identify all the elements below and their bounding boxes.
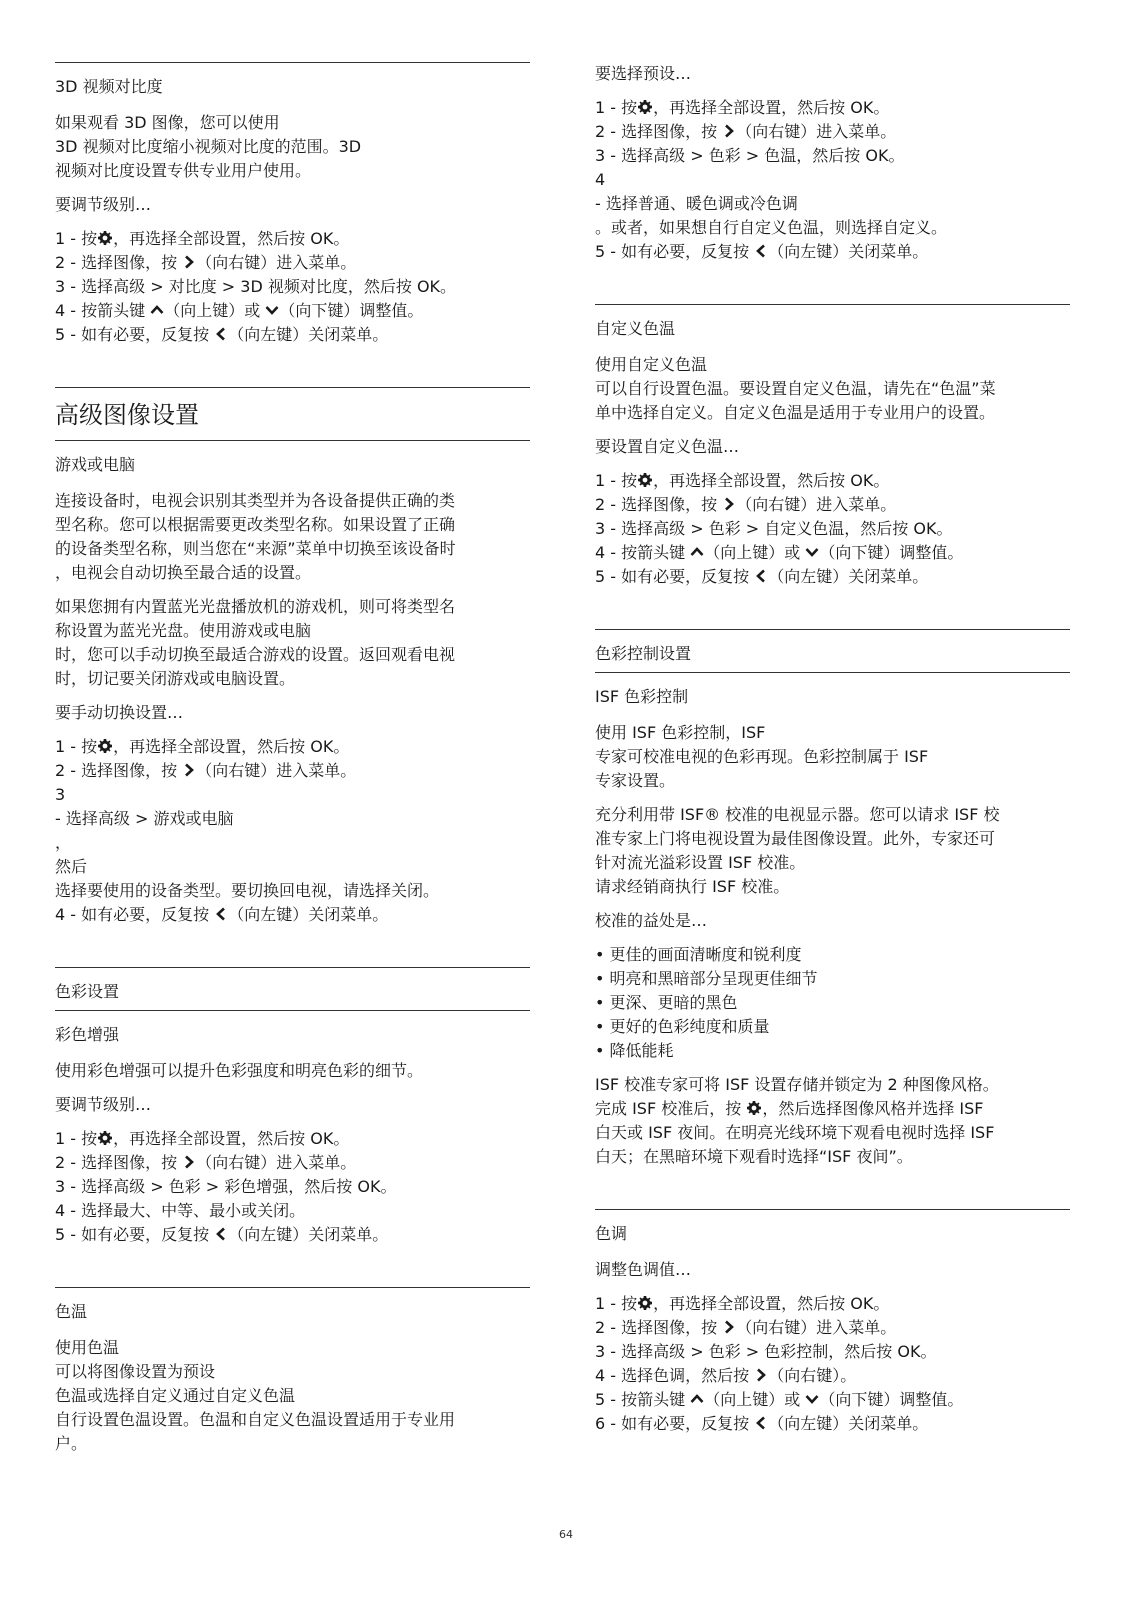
step-1: 1 - 按 ，再选择全部设置，然后按 OK。 — [595, 1294, 890, 1313]
page-number: 64 — [559, 1528, 573, 1541]
list-item: • 降低能耗 — [595, 1039, 1070, 1063]
chevron-left-icon — [214, 907, 228, 921]
paragraph — [55, 489, 530, 585]
step-3-line: 选择要使用的设备类型。要切换回电视，请选择关闭。 — [55, 881, 440, 900]
text-line: ，电视会自动切换至最合适的设置。 — [55, 563, 312, 582]
step-list — [595, 469, 1070, 589]
text-line: 可以自行设置色温。要设置自定义色温，请先在“色温”菜 — [595, 379, 996, 398]
chevron-left-icon — [754, 244, 768, 258]
step-2: 2 - 选择图像，按 （向右键）进入菜单。 — [595, 122, 897, 141]
step-1: 1 - 按 ，再选择全部设置，然后按 OK。 — [55, 1129, 350, 1148]
text-line: 时，切记要关闭游戏或电脑设置。 — [55, 669, 296, 688]
chevron-right-icon — [722, 124, 736, 138]
text-line: 的设备类型名称，则当您在“来源”菜单中切换至该设备时 — [55, 539, 456, 558]
chevron-up-icon — [690, 1392, 704, 1406]
instruction-lead: 校准的益处是… — [595, 911, 708, 930]
step-3: 3 - 选择高级 > 色彩 > 自定义色温，然后按 OK。 — [595, 519, 953, 538]
paragraph — [595, 803, 1070, 899]
step-1: 1 - 按 ，再选择全部设置，然后按 OK。 — [595, 98, 890, 117]
gear-icon — [97, 738, 113, 754]
step-list — [55, 735, 530, 927]
step-5: 5 - 如有必要，反复按 （向左键）关闭菜单。 — [55, 1225, 389, 1244]
chapter-title: 高级图像设置 — [55, 401, 199, 429]
step-5: 5 - 如有必要，反复按 （向左键）关闭菜单。 — [55, 325, 389, 344]
section-title-color-temperature: 色温 — [55, 1302, 88, 1321]
step-4-line: 4 — [595, 170, 606, 189]
chevron-right-icon — [722, 497, 736, 511]
step-4-line: - 选择普通、暖色调或冷色调 — [595, 194, 798, 213]
list-item: • 更佳的画面清晰度和锐利度 — [595, 943, 1070, 967]
step-list — [595, 96, 1070, 264]
gear-icon — [637, 1295, 653, 1311]
text-line: 充分利用带 ISF® 校准的电视显示器。您可以请求 ISF 校 — [595, 805, 1000, 824]
paragraph — [595, 353, 1070, 425]
list-item: • 明亮和黑暗部分呈现更佳细节 — [595, 967, 1070, 991]
text-line: 称设置为蓝光光盘。使用游戏或电脑 — [55, 621, 312, 640]
chevron-right-icon — [754, 1368, 768, 1382]
gear-icon — [637, 99, 653, 115]
chevron-down-icon — [805, 1392, 819, 1406]
section-title-color-control: 色彩控制设置 — [595, 644, 692, 663]
paragraph — [55, 1336, 530, 1456]
text-line: 连接设备时，电视会识别其类型并为各设备提供正确的类 — [55, 491, 456, 510]
step-3-line: 然后 — [55, 857, 88, 876]
step-2: 2 - 选择图像，按 （向右键）进入菜单。 — [55, 1153, 357, 1172]
chevron-left-icon — [214, 1227, 228, 1241]
step-4: 4 - 选择色调，然后按 （向右键）。 — [595, 1366, 857, 1385]
step-3-line: 3 — [55, 785, 66, 804]
text-line: 专家设置。 — [595, 771, 676, 790]
list-item: • 更好的色彩纯度和质量 — [595, 1015, 1070, 1039]
subsection-title-isf: ISF 色彩控制 — [595, 687, 689, 706]
step-2: 2 - 选择图像，按 （向右键）进入菜单。 — [55, 253, 357, 272]
step-1: 1 - 按 ，再选择全部设置，然后按 OK。 — [595, 471, 890, 490]
text-line: 针对流光溢彩设置 ISF 校准。 — [595, 853, 806, 872]
text-line: ISF 校准专家可将 ISF 设置存储并锁定为 2 种图像风格。 — [595, 1075, 999, 1094]
chevron-up-icon — [690, 545, 704, 559]
chevron-right-icon — [182, 1155, 196, 1169]
chevron-left-icon — [754, 1416, 768, 1430]
step-4: 4 - 按箭头键 （向上键）或 （向下键）调整值。 — [595, 543, 964, 562]
step-list — [55, 1127, 530, 1247]
chevron-up-icon — [150, 303, 164, 317]
paragraph — [595, 721, 1070, 793]
text-line: 3D 视频对比度缩小视频对比度的范围。3D — [55, 137, 362, 156]
list-item: • 更深、更暗的黑色 — [595, 991, 1070, 1015]
text-line: 白天或 ISF 夜间。在明亮光线环境下观看电视时选择 ISF — [595, 1123, 995, 1142]
step-3: 3 - 选择高级 > 对比度 > 3D 视频对比度，然后按 OK。 — [55, 277, 457, 296]
text-line: 专家可校准电视的色彩再现。色彩控制属于 ISF — [595, 747, 929, 766]
text-line: 使用色温 — [55, 1338, 120, 1357]
text-line: 户。 — [55, 1434, 88, 1453]
paragraph: 使用彩色增强可以提升色彩强度和明亮色彩的细节。 — [55, 1061, 424, 1080]
step-3: 3 - 选择高级 > 色彩 > 色温，然后按 OK。 — [595, 146, 905, 165]
step-4: 4 - 按箭头键 （向上键）或 （向下键）调整值。 — [55, 301, 424, 320]
chevron-right-icon — [182, 255, 196, 269]
text-line: 视频对比度设置专供专业用户使用。 — [55, 161, 312, 180]
text-line: 使用 ISF 色彩控制，ISF — [595, 723, 766, 742]
step-4-line: 。或者，如果想自行自定义色温，则选择自定义。 — [595, 218, 948, 237]
step-3: 3 - 选择高级 > 色彩 > 彩色增强，然后按 OK。 — [55, 1177, 397, 1196]
chevron-right-icon — [182, 763, 196, 777]
right-column — [595, 62, 1070, 1446]
step-6: 6 - 如有必要，反复按 （向左键）关闭菜单。 — [595, 1414, 929, 1433]
step-2: 2 - 选择图像，按 （向右键）进入菜单。 — [595, 1318, 897, 1337]
step-list — [595, 1292, 1070, 1436]
step-4: 4 - 选择最大、中等、最小或关闭。 — [55, 1201, 306, 1220]
section-title-game-or-computer: 游戏或电脑 — [55, 455, 136, 474]
benefit-list — [595, 943, 1070, 1063]
step-3: 3 - 选择高级 > 色彩 > 色彩控制，然后按 OK。 — [595, 1342, 937, 1361]
text-line: 请求经销商执行 ISF 校准。 — [595, 877, 790, 896]
paragraph — [55, 595, 530, 691]
text-line: 单中选择自定义。自定义色温是适用于专业用户的设置。 — [595, 403, 996, 422]
instruction-lead: 要手动切换设置… — [55, 703, 184, 722]
chevron-right-icon — [722, 1320, 736, 1334]
gear-icon — [97, 230, 113, 246]
chevron-left-icon — [754, 569, 768, 583]
instruction-lead: 调整色调值… — [595, 1260, 692, 1279]
section-title-hue: 色调 — [595, 1224, 628, 1243]
instruction-lead: 要调节级别… — [55, 1095, 152, 1114]
text-line: 完成 ISF 校准后，按 ，然后选择图像风格并选择 ISF — [595, 1099, 984, 1118]
step-5: 5 - 如有必要，反复按 （向左键）关闭菜单。 — [595, 567, 929, 586]
instruction-lead: 要选择预设… — [595, 64, 692, 83]
text-line: 如果您拥有内置蓝光光盘播放机的游戏机，则可将类型名 — [55, 597, 456, 616]
text-line: 可以将图像设置为预设 — [55, 1362, 216, 1381]
text-line: 时，您可以手动切换至最适合游戏的设置。返回观看电视 — [55, 645, 456, 664]
text-line: 使用自定义色温 — [595, 355, 708, 374]
section-title-custom-color-temp: 自定义色温 — [595, 319, 676, 338]
gear-icon — [746, 1100, 762, 1116]
text-line: 准专家上门将电视设置为最佳图像设置。此外，专家还可 — [595, 829, 996, 848]
step-5: 5 - 如有必要，反复按 （向左键）关闭菜单。 — [595, 242, 929, 261]
chevron-left-icon — [214, 327, 228, 341]
step-3-line: - 选择高级 > 游戏或电脑 — [55, 809, 234, 828]
text-line: 自行设置色温设置。色温和自定义色温设置适用于专业用 — [55, 1410, 456, 1429]
section-title-3d-contrast: 3D 视频对比度 — [55, 77, 163, 96]
step-2: 2 - 选择图像，按 （向右键）进入菜单。 — [55, 761, 357, 780]
left-column — [55, 62, 530, 1466]
step-list — [55, 227, 530, 347]
paragraph — [55, 111, 530, 183]
step-5: 5 - 按箭头键 （向上键）或 （向下键）调整值。 — [595, 1390, 964, 1409]
instruction-lead: 要调节级别… — [55, 195, 152, 214]
text-line: 白天；在黑暗环境下观看时选择“ISF 夜间”。 — [595, 1147, 913, 1166]
section-title-color-settings: 色彩设置 — [55, 982, 120, 1001]
step-2: 2 - 选择图像，按 （向右键）进入菜单。 — [595, 495, 897, 514]
gear-icon — [97, 1130, 113, 1146]
subsection-title-color-enhance: 彩色增强 — [55, 1025, 120, 1044]
chevron-down-icon — [265, 303, 279, 317]
gear-icon — [637, 472, 653, 488]
step-1: 1 - 按 ，再选择全部设置，然后按 OK。 — [55, 229, 350, 248]
step-3-line: ， — [55, 833, 72, 852]
instruction-lead: 要设置自定义色温… — [595, 437, 740, 456]
chevron-down-icon — [805, 545, 819, 559]
step-1: 1 - 按 ，再选择全部设置，然后按 OK。 — [55, 737, 350, 756]
paragraph — [595, 1073, 1070, 1169]
step-4: 4 - 如有必要，反复按 （向左键）关闭菜单。 — [55, 905, 389, 924]
text-line: 色温或选择自定义通过自定义色温 — [55, 1386, 296, 1405]
text-line: 如果观看 3D 图像，您可以使用 — [55, 113, 280, 132]
text-line: 型名称。您可以根据需要更改类型名称。如果设置了正确 — [55, 515, 456, 534]
